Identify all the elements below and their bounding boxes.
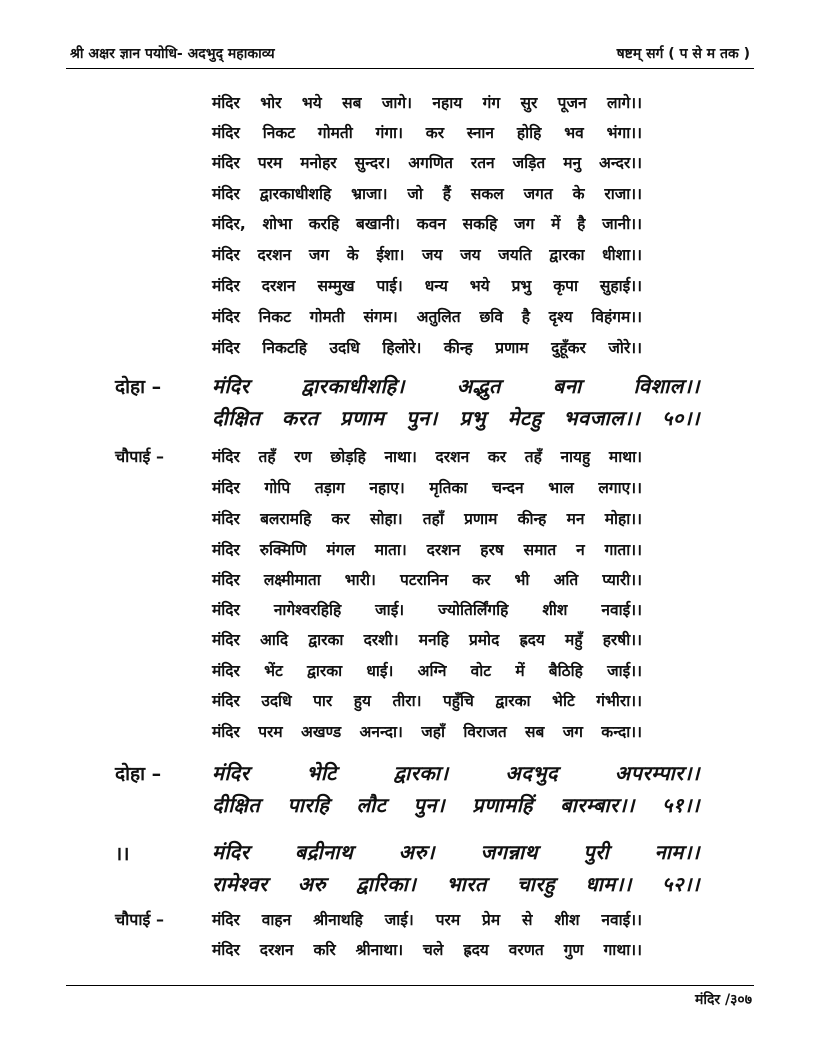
verse-line: मंदिर दरशन जग के ईशा। जय जय जयति द्वारका धीशा।। (212, 246, 642, 264)
doha-label: दोहा – (115, 376, 162, 398)
verse-line: मंदिर वाहन श्रीनाथहि जाई। परम प्रेम से शीश नवाई।। (212, 911, 642, 929)
verse-line: मंदिर रुक्मिणि मंगल माता। दरशन हरष समात न गाता।। (212, 541, 642, 559)
verse-line: मंदिर गोपि तड़ाग नहाए। मृतिका चन्दन भाल लगाए।। (212, 479, 642, 497)
header-divider (66, 68, 754, 69)
verse-line: मंदिर दरशन सम्मुख पाई। धन्य भये प्रभु कृपा सुहाई।। (212, 277, 642, 295)
verse-line: मंदिर निकट गोमती संगम। अतुलित छवि है दृश्य विहंगम।। (212, 308, 642, 326)
verse-line: मंदिर भोर भये सब जागे। नहाय गंग सुर पूजन लागे।। (212, 94, 642, 112)
verse-line: मंदिर निकटहि उदधि हिलोरे। कीन्ह प्रणाम दुहूँकर जोरे।। (212, 339, 642, 357)
verse-line: मंदिर बलरामहि कर सोहा। तहाँ प्रणाम कीन्ह मन मोहा।। (212, 510, 642, 528)
doha-line: रामेश्वर अरु द्वारिका। भारत चारहु धाम।। ५२।। (212, 872, 700, 896)
page-number: मंदिर /३०७ (695, 992, 752, 1008)
page-header (70, 40, 750, 66)
book-title: श्री अक्षर ज्ञान पयोधि- अदभुद् महाकाव्य (70, 45, 275, 62)
verse-line: मंदिर आदि द्वारका दरशी। मनहि प्रमोद ह्रदय महुँ हरषी।। (212, 631, 642, 649)
verse-line: मंदिर भेंट द्वारका धाई। अग्नि वोट में बैठिहि जाई।। (212, 662, 642, 680)
doha-line: मंदिर भेटि द्वारका। अदभुद अपरम्पार।। (212, 761, 700, 785)
doha-line: मंदिर बद्रीनाथ अरु। जगन्नाथ पुरी नाम।। (212, 840, 700, 864)
verse-line: मंदिर परम मनोहर सुन्दर। अगणित रतन जड़ित मनु अन्दर।। (212, 154, 642, 172)
verse-line: मंदिर उदधि पार हुय तीरा। पहुँचि द्वारका भेटि गंभीरा।। (212, 692, 642, 710)
verse-line: मंदिर लक्ष्मीमाता भारी। पटरानिन कर भी अति प्यारी।। (212, 571, 642, 589)
footer-divider (66, 985, 754, 986)
verse-line: मंदिर, शोभा करहि बखानी। कवन सकहि जग में है जानी।। (212, 215, 642, 233)
doha-line: दीक्षित करत प्रणाम पुन। प्रभु मेटहु भवजाल।। ५०।। (212, 406, 700, 430)
verse-line: मंदिर द्वारकाधीशहि भ्राजा। जो हैं सकल जगत के राजा।। (212, 185, 642, 203)
chapter-title: षष्टम् सर्ग ( प से म तक ) (616, 45, 750, 62)
verse-line: मंदिर परम अखण्ड अनन्दा। जहाँ विराजत सब जग कन्दा।। (212, 723, 642, 741)
verse-line: मंदिर दरशन करि श्रीनाथा। चले ह्रदय वरणत गुण गाथा।। (212, 941, 642, 959)
verse-line: मंदिर निकट गोमती गंगा। कर स्नान होहि भव भंगा।। (212, 124, 642, 142)
chaupai-label: चौपाई – (115, 447, 164, 466)
doha-line: दीक्षित पारहि लौट पुन। प्रणामहिं बारम्बार।। ५१।। (212, 793, 700, 817)
verse-line: मंदिर तहँ रण छोड़हि नाथा। दरशन कर तहँ नायहु माथा। (212, 448, 642, 466)
doha-label: ।। (115, 843, 130, 865)
doha-label: दोहा – (115, 763, 162, 785)
verse-line: मंदिर नागेश्वरहिहि जाई। ज्योतिर्लिंगहि शीश नवाई।। (212, 601, 642, 619)
doha-line: मंदिर द्वारकाधीशहि। अद्भुत बना विशाल।। (212, 374, 700, 398)
chaupai-label: चौपाई – (115, 910, 164, 929)
